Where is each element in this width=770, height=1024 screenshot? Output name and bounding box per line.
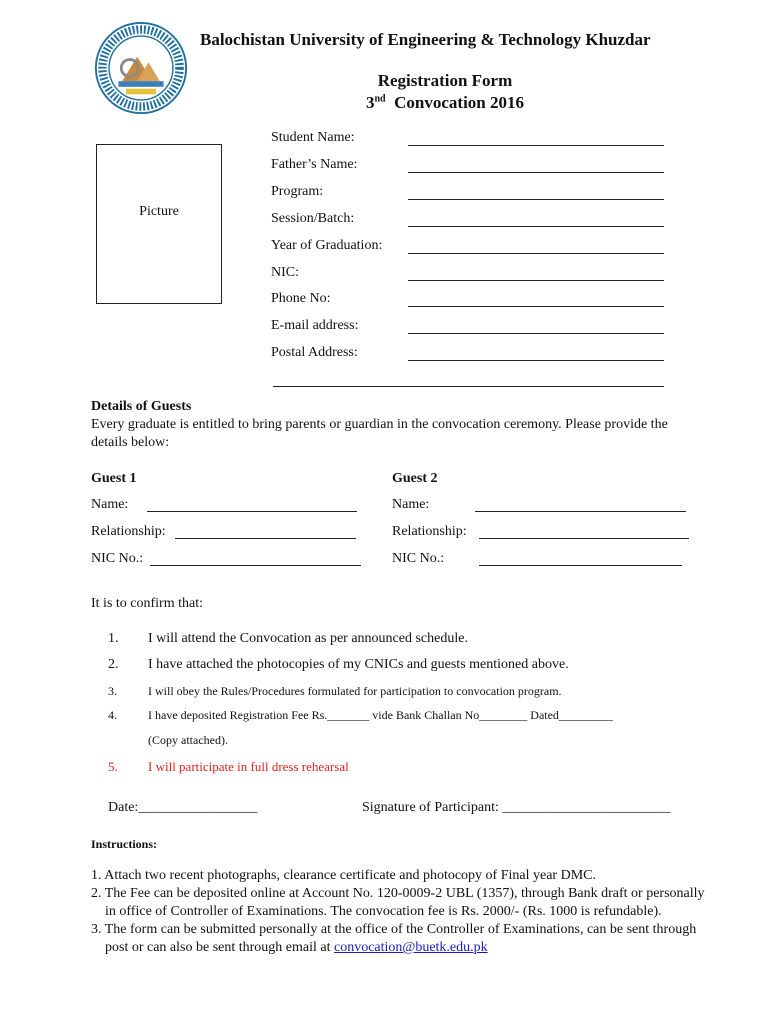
guest2-nic-field[interactable] [479, 565, 682, 566]
signature-field[interactable]: Signature of Participant: ________________________ [362, 800, 671, 815]
guest2-name-label: Name: [392, 497, 430, 512]
year-of-graduation-label: Year of Graduation: [271, 238, 383, 253]
student-name-field[interactable] [408, 145, 664, 146]
confirm-number-1: 1. [108, 631, 119, 646]
program-label: Program: [271, 184, 324, 199]
email-label: E-mail address: [271, 318, 359, 333]
postal-address-field-line2[interactable] [273, 386, 664, 387]
guest2-relationship-field[interactable] [479, 538, 689, 539]
confirm-number-2: 2. [108, 657, 119, 672]
student-name-label: Student Name: [271, 130, 355, 145]
guest1-name-field[interactable] [147, 511, 357, 512]
instructions-heading: Instructions: [91, 837, 158, 851]
instruction-item-3-text: 3. The form can be submitted personally at the office of the Controller of Examinations, can be sent through post or can also be sent through email at [91, 922, 697, 955]
instructions-list [91, 867, 711, 957]
form-title: Registration Form [377, 71, 513, 90]
phone-label: Phone No: [271, 291, 331, 306]
confirm-number-4: 4. [108, 708, 117, 722]
guest1-nic-field[interactable] [150, 565, 361, 566]
convocation-suffix: nd [374, 93, 386, 105]
guest1-relationship-field[interactable] [175, 538, 356, 539]
guest1-nic-label: NIC No.: [91, 551, 144, 566]
confirm-number-3: 3. [108, 684, 117, 698]
session-batch-field[interactable] [408, 226, 664, 227]
picture-label: Picture [139, 204, 179, 219]
postal-address-field[interactable] [408, 360, 664, 361]
father-name-field[interactable] [408, 172, 664, 173]
postal-address-label: Postal Address: [271, 345, 358, 360]
convocation-title [0, 93, 770, 113]
phone-field[interactable] [408, 306, 664, 307]
email-field[interactable] [408, 333, 664, 334]
program-field[interactable] [408, 199, 664, 200]
father-name-label: Father’s Name: [271, 157, 358, 172]
confirm-item-5: I will participate in full dress rehearsal [148, 759, 349, 774]
nic-label: NIC: [271, 265, 299, 280]
instruction-item-1: 1. Attach two recent photographs, clearance certificate and photocopy of Final year DMC. [91, 868, 596, 883]
guest1-name-label: Name: [91, 497, 129, 512]
guest2-nic-label: NIC No.: [392, 551, 445, 566]
confirm-item-4: I have deposited Registration Fee Rs._______ vide Bank Challan No________ Dated_________ [148, 708, 613, 722]
university-name: Balochistan University of Engineering & Technology Khuzdar [200, 30, 651, 49]
date-field[interactable]: Date:_________________ [108, 800, 258, 815]
convocation-rest: Convocation 2016 [394, 93, 524, 112]
confirm-item-1: I will attend the Convocation as per announced schedule. [148, 631, 468, 646]
guest2-name-field[interactable] [475, 511, 686, 512]
guest2-relationship-label: Relationship: [392, 524, 467, 539]
guests-heading: Details of Guests [91, 399, 192, 414]
session-batch-label: Session/Batch: [271, 211, 355, 226]
nic-field[interactable] [408, 280, 664, 281]
guest1-title: Guest 1 [91, 471, 137, 486]
year-of-graduation-field[interactable] [408, 253, 664, 254]
picture-box[interactable] [96, 144, 222, 304]
confirm-number-5: 5. [108, 759, 118, 774]
confirm-intro: It is to confirm that: [91, 596, 203, 611]
convocation-number: 3 [366, 93, 375, 112]
confirm-item-3: I will obey the Rules/Procedures formulated for participation to convocation program. [148, 684, 562, 698]
guest2-title: Guest 2 [392, 471, 438, 486]
confirm-item-4-note: (Copy attached). [148, 733, 228, 747]
email-link[interactable]: convocation@buetk.edu.pk [334, 940, 488, 955]
instruction-item-3 [91, 921, 711, 957]
instruction-item-2: 2. The Fee can be deposited online at Account No. 120-0009-2 UBL (1357), through Bank draft or personally in office of Controller of Examinations. The convocation fee is Rs. 2000/- (Rs. 1000 is refundable). [91, 886, 705, 919]
confirm-item-2: I have attached the photocopies of my CNICs and guests mentioned above. [148, 657, 569, 672]
guest1-relationship-label: Relationship: [91, 524, 166, 539]
guests-description: Every graduate is entitled to bring parents or guardian in the convocation ceremony. Please provide the details below: [91, 417, 668, 450]
